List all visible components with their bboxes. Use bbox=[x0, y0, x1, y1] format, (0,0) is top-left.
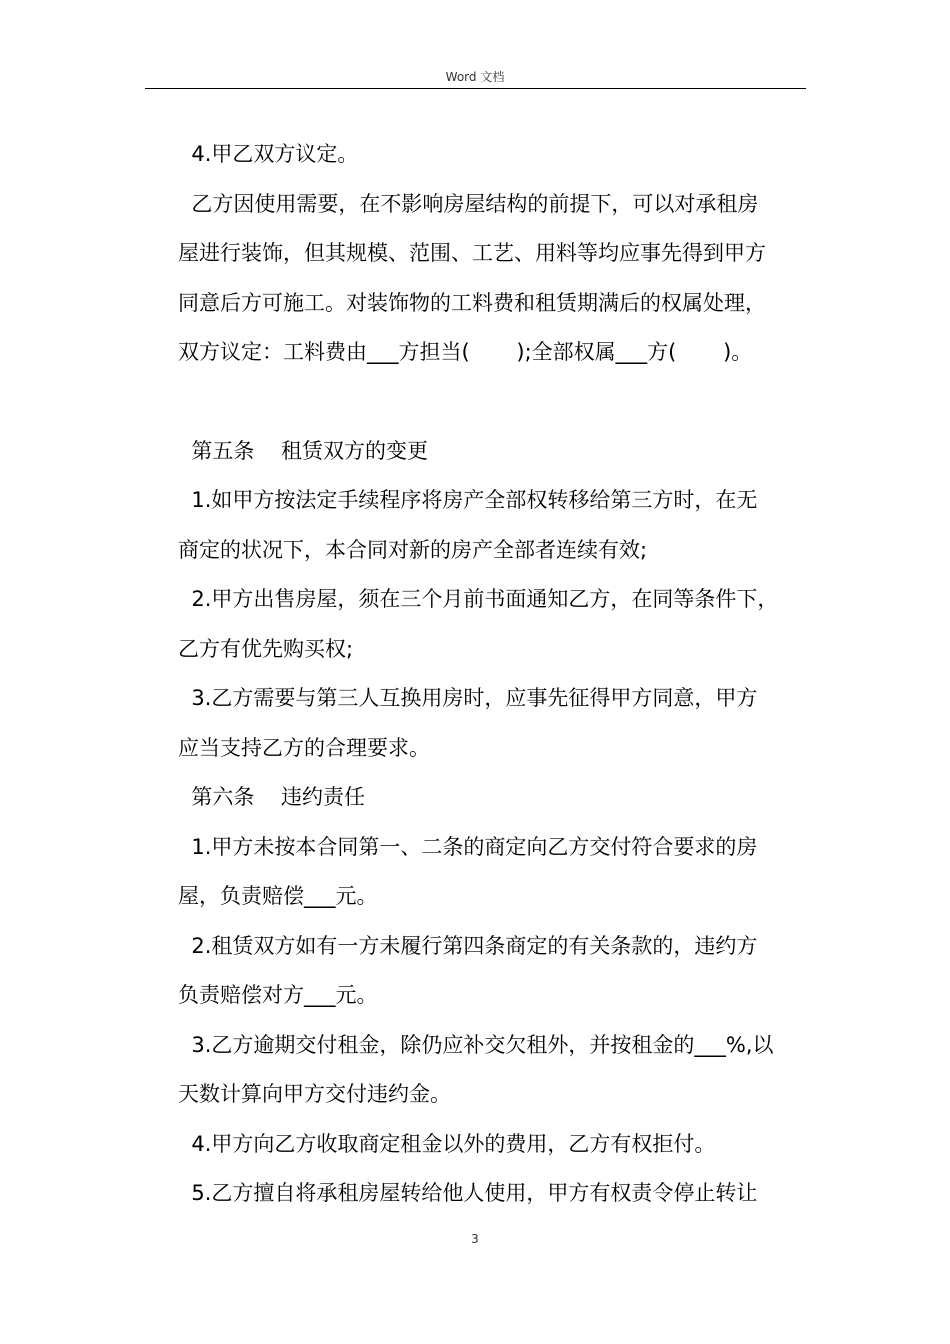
text-line: 3.乙方需要与第三人互换用房时，应事先征得甲方同意，甲方 bbox=[178, 686, 758, 710]
text-line: 商定的状况下，本合同对新的房产全部者连续有效; bbox=[178, 537, 648, 562]
paragraph-gap bbox=[178, 378, 808, 427]
text-line: 1.甲方未按本合同第一、二条的商定向乙方交付符合要求的房 bbox=[178, 834, 758, 859]
text-line: 屋进行装饰，但其规模、范围、工艺、用料等均应事先得到甲方 bbox=[178, 241, 766, 265]
section-heading: 第六条 违约责任 bbox=[178, 785, 366, 809]
page-number: 3 bbox=[471, 1232, 479, 1246]
text-line: 2.租赁双方如有一方未履行第四条商定的有关条款的，违约方 bbox=[178, 933, 758, 958]
text-line: 应当支持乙方的合理要求。 bbox=[178, 735, 430, 760]
text-line: 4.甲乙双方议定。 bbox=[178, 142, 359, 166]
section-heading: 第五条 租赁双方的变更 bbox=[178, 438, 429, 463]
text-line: 乙方因使用需要，在不影响房屋结构的前提下，可以对承租房 bbox=[178, 191, 759, 216]
text-line: 同意后方可施工。对装饰物的工料费和租赁期满后的权属处理， bbox=[178, 290, 766, 315]
text-line: 4.甲方向乙方收取商定租金以外的费用，乙方有权拒付。 bbox=[178, 1131, 716, 1156]
text-line: 5.乙方擅自将承租房屋转给他人使用，甲方有权责令停止转让 bbox=[178, 1181, 758, 1205]
document-header-title: Word 文档 bbox=[445, 70, 505, 84]
text-line: 2.甲方出售房屋，须在三个月前书面通知乙方，在同等条件下， bbox=[178, 587, 779, 611]
text-line: 3.乙方逾期交付租金，除仍应补交欠租外，并按租金的___%,以 bbox=[178, 1032, 774, 1057]
text-line: 1.如甲方按法定手续程序将房产全部权转移给第三方时，在无 bbox=[178, 488, 758, 512]
text-line: 天数计算向甲方交付违约金。 bbox=[178, 1082, 451, 1106]
text-line: 乙方有优先购买权; bbox=[178, 636, 354, 661]
text-line: 负责赔偿对方___元。 bbox=[178, 983, 378, 1007]
document-body bbox=[178, 130, 808, 1219]
header-divider bbox=[145, 88, 806, 89]
text-line: 双方议定：工料费由___方担当( );全部权属___方( )。 bbox=[178, 340, 753, 364]
text-line: 屋，负责赔偿___元。 bbox=[178, 884, 378, 908]
